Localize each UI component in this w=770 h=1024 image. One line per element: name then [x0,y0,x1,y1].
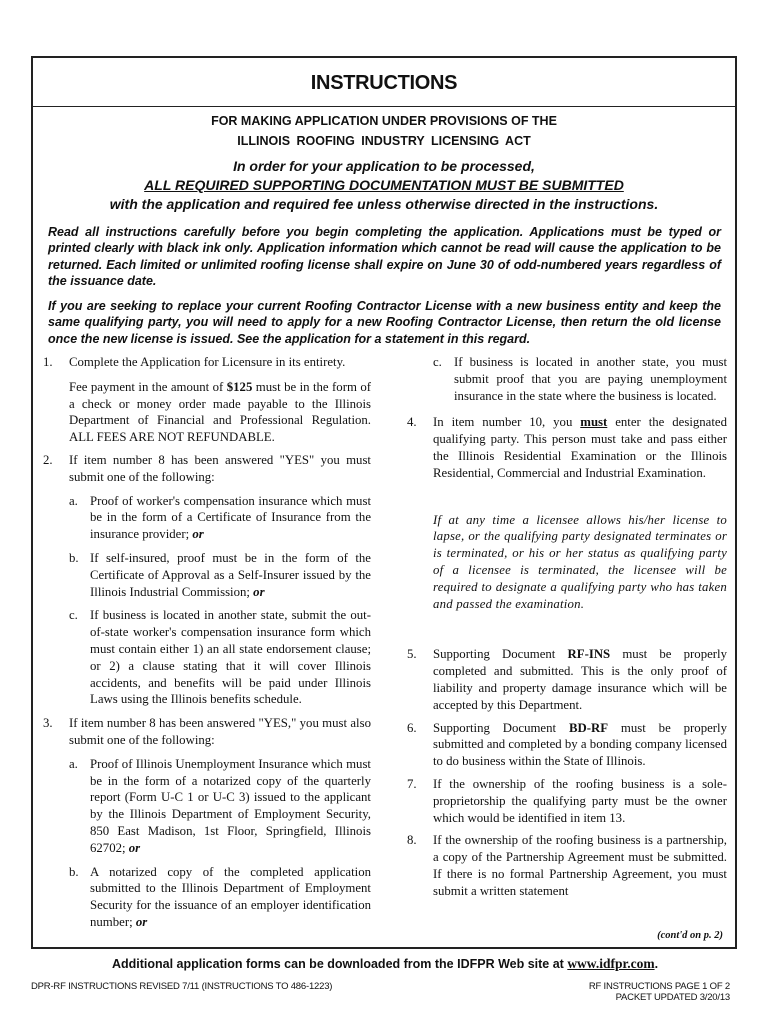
title-divider [33,106,735,107]
intro-paragraph-1: Read all instructions carefully before you begin completing the application. Applications must be typed or printed clearly with black ink only. Application information which cannot be read will cause the application to be returned. Each limited or unlimited roofing license shall expire on June 30 of odd-numbered years regardless of the issuance date. [48,225,721,288]
item-2b [69,550,371,600]
instruction-item-1 [41,354,371,446]
instruction-item-6 [405,720,727,770]
item-2-text: If item number 8 has been answered "YES" you must submit one of the following: [69,452,371,484]
or-label: or [192,527,204,542]
or-label: or [135,914,148,929]
sub-letter: b. [69,864,79,879]
item-2b-text: If self-insured, proof must be in the form of the Certificate of Approval as a Self-Insurer issued by the Illinois Industrial Commission; [90,550,371,599]
fee-text-post: must be in the form of a check or money order made payable to the Illinois Department of Financial and Professional Regulation. ALL FEES ARE NOT REFUNDABLE. [69,379,371,445]
item-number: 3. [43,716,53,731]
page-number-label: RF INSTRUCTIONS PAGE 1 OF 2 [588,981,730,992]
right-column [405,354,727,906]
fee-text-pre: Fee payment in the amount of [69,379,227,394]
instruction-item-2 [41,452,371,708]
download-note [0,956,770,972]
or-label: or [253,584,265,599]
download-text: Additional application forms can be downloaded from the IDFPR Web site at [111,957,568,971]
website-link[interactable]: www.idfpr.com [567,956,655,971]
sub-letter: a. [69,756,78,771]
instruction-item-7 [405,776,727,826]
item-number: 4. [407,415,417,430]
document-rf-ins: RF-INS [567,647,611,662]
sub-letter: c. [433,355,442,369]
item-number: 2. [43,452,53,467]
process-line-2: ALL REQUIRED SUPPORTING DOCUMENTATION MUST BE SUBMITTED [144,177,624,193]
intro-paragraph-2: If you are seeking to replace your current Roofing Contractor License with a new business entity and keep the same qualifying party, you will need to apply for a new Roofing Contractor License, then return the old license once the new license is issued. See the application for a statement in this regard. [48,299,721,346]
item-5-pre: Supporting Document [433,647,568,662]
page-title: INSTRUCTIONS [310,72,458,94]
download-period: . [654,957,659,971]
instruction-item-5 [405,646,727,713]
item-3c [433,354,727,404]
page-info [589,981,730,1003]
item-3b [69,864,371,931]
instruction-item-4 [405,414,727,481]
item-4-text-post: enter the designated qualifying party. This person must take and pass either the Illinois Residential Examination or the Illinois Residential, Commercial and Industrial Examination. [433,415,727,480]
item-3c-text: If business is located in another state, you must submit proof that you are paying unemployment insurance in the state where the business is located. [454,355,727,403]
item-6-post: must be properly submitted and completed by a bonding company licensed to do business within the State of Illinois. [433,720,727,769]
item-2c-text: If business is located in another state, submit the out-of-state worker's compensation insurance form which must contain either 1) an all state endorsement clause; or 2) a clause stating that it will cover Illinois accidents, and benefits will be paid under Illinois Laws using the Illinois benefits schedule. [90,608,371,707]
fee-paragraph [69,379,371,446]
item-number: 7. [407,776,417,791]
item-3a-text: Proof of Illinois Unemployment Insurance which must be in the form of a notarized copy of the quarterly report (Form U-C 1 or U-C 3) issued to the applicant by the Illinois Department of Employment Security, 850 East Madison, 1st Floor, Springfield, Illinois 62702; [90,756,371,855]
item-number: 1. [43,355,53,369]
left-column [41,354,371,938]
sub-letter: c. [69,608,78,623]
item-3b-text: A notarized copy of the completed application submitted to the Illinois Department of Employment Security for the issuance of an employer identification number; [90,864,371,929]
sub-letter: a. [69,493,78,508]
process-line-1: In order for your application to be processed, [233,158,535,174]
item-number: 8. [407,833,417,848]
form-revision-label: DPR-RF INSTRUCTIONS REVISED 7/11 (INSTRUCTIONS TO 486-1223) [31,981,333,992]
item-3a [69,756,371,857]
item-2a [69,493,371,543]
must-emphasis: must [580,415,608,430]
continued-note: (cont'd on p. 2) [657,930,723,941]
item-4-text-pre: In item number 10, you [433,415,581,430]
sub-letter: b. [69,550,79,565]
item-1-text: Complete the Application for Licensure in its entirety. [69,355,346,369]
item-8-text: If the ownership of the roofing business is a partnership, a copy of the Partnership Agreement must be submitted. If there is no formal Partnership Agreement, you must submit a written statement [433,833,727,898]
process-line-3: with the application and required fee unless otherwise directed in the instructions. [109,196,659,212]
item-7-text: If the ownership of the roofing business is a sole-proprietorship the qualifying party must be the owner which would be identified in item 13. [433,776,727,825]
item-3-text: If item number 8 has been answered "YES," you must also submit one of the following: [69,716,371,747]
document-bd-rf: BD-RF [568,720,609,735]
instruction-item-8 [405,832,727,899]
subtitle-line-2: ILLINOIS ROOFING INDUSTRY LICENSING ACT [237,134,531,148]
qualifying-party-note: If at any time a licensee allows his/her license to lapse, or the qualifying party designated terminates or is terminated, or his or her status as qualifying party of a licensee is terminated, the licensee will be required to designate a qualifying party who has taken and passed the examination. [433,512,727,611]
item-2a-text: Proof of worker's compensation insurance which must be in the form of a Certificate of Insurance from the insurance provider; [90,493,371,542]
packet-updated-label: PACKET UPDATED 3/20/13 [615,992,730,1003]
or-label: or [128,840,141,855]
subtitle-line-1: FOR MAKING APPLICATION UNDER PROVISIONS OF THE [211,114,557,128]
item-number: 6. [407,720,417,735]
item-6-pre: Supporting Document [433,720,569,735]
item-number: 5. [407,647,417,662]
instructions-frame [31,56,737,949]
item-5-post: must be properly completed and submitted. This is the only proof of liability and property damage insurance which will be accepted by this Department. [433,647,727,712]
item-2c [69,607,371,708]
fee-amount: $125 [226,379,253,394]
instruction-item-3 [41,715,371,931]
